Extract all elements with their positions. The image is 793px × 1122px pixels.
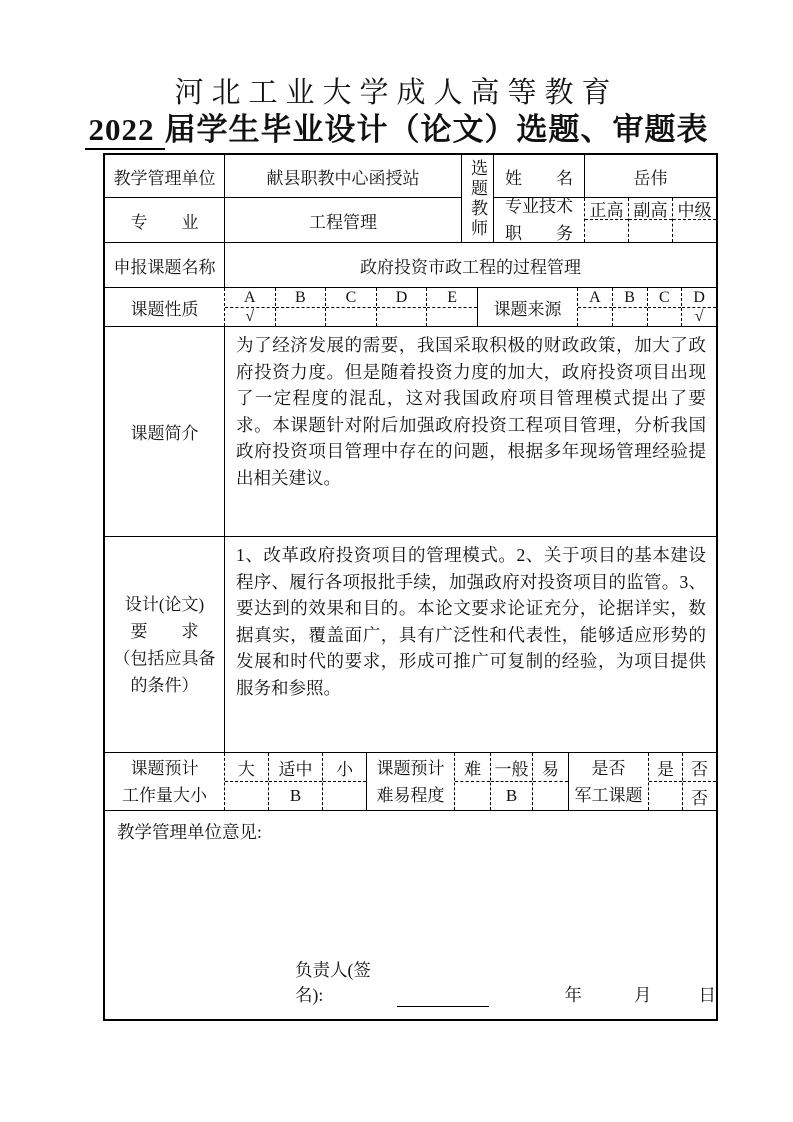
form-year: 2022 [85,112,165,150]
signature-line [397,989,488,1007]
difficulty-value-cell: B [505,786,518,805]
rank-option-label: 正高 [585,198,628,220]
source-option-label: B [613,288,647,308]
nature-col-b [276,288,327,326]
university-title: 河北工业大学成人高等教育 [174,75,619,109]
source-col-d [682,288,716,326]
military-col-yes [649,753,683,810]
rank-title-label-cell [494,198,584,242]
requirements-row [105,537,716,753]
military-value-cell [649,782,682,810]
workload-option-label: 小 [323,753,366,782]
source-check-cell [578,308,612,326]
source-label-cell: 课题来源 [478,288,578,326]
rank-grid [584,198,716,242]
nature-check-cell [377,308,427,326]
workload-label-cell [105,753,225,810]
military-option-label: 否 [683,753,716,782]
source-check-cell: √ [694,308,704,325]
rank-value-cell [585,220,628,242]
source-option-label: A [578,288,612,308]
rank-col-intermediate [673,198,716,242]
name-value-cell: 岳伟 [584,155,716,198]
rank-option-label: 副高 [629,198,672,220]
requirements-label-line3: （包括应具备 [113,648,216,668]
nature-check-cell [276,308,326,326]
difficulty-option-label: 一般 [491,753,532,782]
difficulty-option-label: 易 [533,753,568,782]
military-label-cell [569,753,649,810]
workload-value-cell [323,782,366,810]
nature-option-label: D [377,288,427,308]
rank-option-label: 中级 [673,198,716,220]
source-check-cell [613,308,647,326]
declared-title-label-cell: 申报课题名称 [105,243,225,287]
military-label-line1: 是否 [591,758,626,778]
source-grid [578,288,716,326]
difficulty-label-cell [367,753,455,810]
nature-check-cell [427,308,477,326]
intro-label-cell: 课题简介 [105,327,225,536]
difficulty-value-cell [455,782,490,810]
workload-col-medium [269,753,323,810]
rank-col-senior [585,198,629,242]
nature-col-c [326,288,377,326]
workload-value-cell: B [289,786,302,805]
date-month-label: 月 [634,985,652,1005]
header-rows [105,155,716,243]
difficulty-label-line1: 课题预计 [376,758,445,778]
nature-option-label: C [326,288,376,308]
nature-col-d [377,288,428,326]
form-title [0,104,793,149]
difficulty-grid [455,753,569,810]
workload-option-label: 适中 [269,753,322,782]
nature-col-e [427,288,477,326]
difficulty-value-cell [533,782,568,810]
rank-col-associate [629,198,673,242]
topic-teacher-cell [462,155,494,242]
requirements-label-line1: 设计(论文) [124,594,205,614]
teaching-unit-label-cell: 教学管理单位 [105,155,224,198]
opinion-label: 教学管理单位意见: [117,822,262,842]
difficulty-label-line2: 难易程度 [376,785,445,805]
signature-footer [105,957,716,1007]
nature-source-row [105,288,716,327]
rank-label-line1: 专业技术 [505,197,573,216]
workload-grid [225,753,367,810]
left-value-column [225,155,462,242]
source-col-b [613,288,648,326]
military-col-no [683,753,716,810]
teacher-value-column [584,155,716,242]
teacher-label-column [494,155,584,242]
declared-title-value-cell: 政府投资市政工程的过程管理 [360,257,581,277]
nature-check-cell [326,308,376,326]
teaching-unit-value-cell: 献县职教中心函授站 [225,155,461,198]
rank-value-cell [629,220,672,242]
opinion-row [105,811,716,1019]
source-check-cell [648,308,682,326]
workload-col-small [323,753,366,810]
intro-row [105,327,716,537]
form-title-text: 届学生毕业设计（论文）选题、审题表 [164,112,709,147]
nature-option-label: B [276,288,326,308]
military-label-line2: 军工课题 [574,785,643,805]
date-year-label: 年 [564,985,582,1005]
difficulty-col-hard [455,753,491,810]
source-option-label: D [682,288,716,308]
requirements-text: 1、改革政府投资项目的管理模式。2、关于项目的基本建设程序、履行各项报批手续，加强政府对投资项目的监管。3、要达到的效果和目的。本论文要求论证充分，论据详实，数据真实，覆盖面广，具有广泛性和代表性，能够适应形势的发展和时代的要求，形成可推广可复制的经验，为项目提供服务和参照。 [236,545,706,698]
military-grid [649,753,716,810]
assessment-row [105,753,716,811]
intro-text: 为了经济发展的需要，我国采取积极的财政政策，加大了政府投资力度。但是随着投资力度的加大，政府投资项目出现了一定程度的混乱，这对我国政府项目管理模式提出了要求。本课题针对附后加强政府投资工程项目管理，分析我国政府投资项目管理中存在的问题，根据多年现场管理经验提出相关建议。 [236,335,706,488]
rank-value-cell [673,220,716,242]
difficulty-col-easy [533,753,568,810]
selection-form-table [103,153,718,1021]
workload-label-line2: 工作量大小 [122,785,207,805]
nature-check-cell: √ [245,308,255,325]
nature-option-label: A [225,288,275,308]
name-label-cell: 姓 名 [494,155,584,198]
nature-label-cell: 课题性质 [105,288,225,326]
signature-label: 负责人(签名): [295,960,371,1005]
nature-col-a [225,288,276,326]
major-label-cell: 专 业 [130,212,199,232]
military-value-cell: 否 [691,788,708,808]
rank-label-line2: 职 务 [505,224,573,243]
source-col-a [578,288,613,326]
workload-col-large [225,753,269,810]
difficulty-col-normal [491,753,533,810]
topic-teacher-label: 选题教师 [468,158,487,239]
requirements-label-cell [105,537,225,752]
source-col-c [648,288,683,326]
nature-option-label: E [427,288,477,308]
difficulty-option-label: 难 [455,753,490,782]
workload-label-line1: 课题预计 [130,758,199,778]
declared-title-row [105,243,716,288]
military-option-label: 是 [649,753,682,782]
workload-option-label: 大 [225,753,268,782]
workload-value-cell [225,782,268,810]
date-day-label: 日 [698,985,716,1005]
left-label-column [105,155,225,242]
major-value-cell: 工程管理 [309,212,377,232]
requirements-label-line2: 要 求 [130,621,199,641]
requirements-label-line4: 的条件） [130,675,199,695]
nature-grid [225,288,478,326]
source-option-label: C [648,288,682,308]
